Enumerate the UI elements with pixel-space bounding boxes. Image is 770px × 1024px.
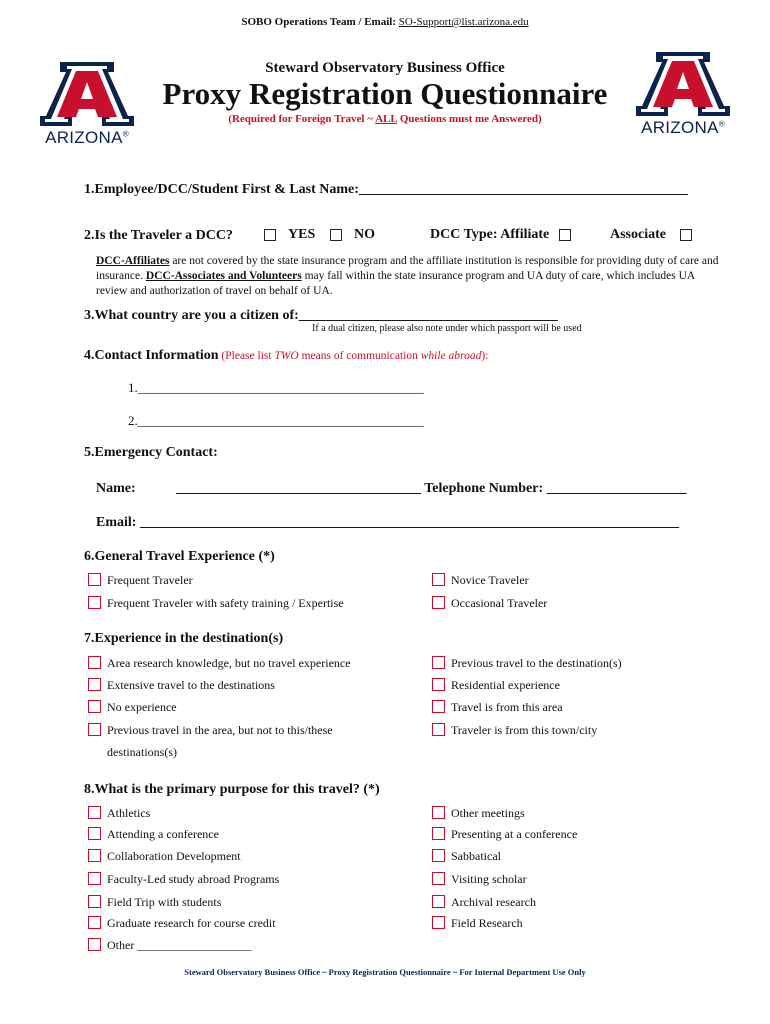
q8-option-label: Archival research	[451, 895, 536, 909]
page-title: Proxy Registration Questionnaire	[162, 76, 608, 111]
q6-checkbox[interactable]	[88, 596, 101, 609]
q7-checkbox[interactable]	[88, 723, 101, 736]
q8-option-label: Field Research	[451, 916, 523, 930]
registered-mark: ®	[718, 119, 725, 129]
q6-option-label: Frequent Traveler with safety training / Expertise	[107, 596, 344, 610]
emergency-name-label: Name:	[96, 481, 136, 496]
header-contact	[0, 16, 770, 28]
emergency-email-line[interactable]: _____________________________________________________________________________	[139, 515, 679, 530]
q4-note-a: (Please list	[218, 350, 275, 362]
q3-input-line[interactable]: _____________________________________	[298, 308, 558, 323]
q4-note-c: ):	[481, 350, 489, 362]
q8-checkbox[interactable]	[88, 938, 101, 951]
q6-checkbox[interactable]	[432, 573, 445, 586]
q8-option[interactable]	[88, 849, 241, 864]
dcc-note-text-2: may fall within the state insurance program and UA duty of care, which includes UA review and authorization of travel on behalf of UA.	[96, 270, 695, 297]
logo-wordmark: ARIZONA	[45, 128, 123, 147]
q8-option-label: Other meetings	[451, 806, 525, 820]
q3-hint: If a dual citizen, please also note under which passport will be used	[312, 323, 582, 334]
q7-option-label: Extensive travel to the destinations	[107, 678, 275, 692]
yes-label: YES	[288, 227, 316, 242]
q4-label: 4.Contact Information	[84, 348, 219, 363]
q8-option[interactable]	[88, 916, 276, 931]
q2-label: 2.Is the Traveler a DCC?	[84, 228, 233, 243]
q8-option-other[interactable]	[88, 938, 251, 953]
q7-option-label: Traveler is from this town/city	[451, 723, 598, 737]
q8-option[interactable]	[432, 849, 501, 864]
q8-option-label: Sabbatical	[451, 849, 501, 863]
q6-checkbox[interactable]	[432, 596, 445, 609]
q7-label: 7.Experience in the destination(s)	[84, 631, 284, 646]
q7-option-label: Area research knowledge, but no travel experience	[107, 656, 351, 670]
office-name: Steward Observatory Business Office	[265, 60, 505, 76]
q7-checkbox[interactable]	[432, 678, 445, 691]
subtitle-text: (Required for Foreign Travel ~	[228, 113, 376, 125]
associate-checkbox[interactable]	[680, 229, 692, 241]
q8-option[interactable]	[432, 895, 536, 910]
q8-checkbox[interactable]	[432, 849, 445, 862]
no-label: NO	[354, 227, 375, 242]
q4-heading	[84, 346, 488, 364]
q6-option[interactable]	[88, 596, 344, 611]
q8-option[interactable]	[88, 827, 219, 842]
q6-checkbox[interactable]	[88, 573, 101, 586]
q6-option-label: Novice Traveler	[451, 573, 529, 587]
block-a-icon	[628, 52, 738, 116]
dcc-note	[96, 254, 726, 299]
subtitle-text-end: Questions must me Answered)	[397, 113, 542, 125]
q7-option[interactable]	[88, 656, 351, 671]
block-a-icon	[32, 62, 142, 126]
q7-option[interactable]	[432, 700, 563, 715]
q6-option-label: Frequent Traveler	[107, 573, 193, 587]
arizona-logo-right	[628, 52, 738, 138]
q8-option-label: Graduate research for course credit	[107, 916, 276, 930]
q6-option[interactable]	[432, 596, 547, 611]
dcc-associates-term: DCC-Associates and Volunteers	[145, 270, 302, 282]
q8-checkbox[interactable]	[88, 849, 101, 862]
q7-option-label: Travel is from this area	[451, 700, 563, 714]
emergency-name-line[interactable]: ___________________________________	[176, 481, 421, 496]
dcc-affiliate-option[interactable]	[430, 227, 571, 243]
telephone-label: Telephone Number:	[424, 481, 544, 496]
q7-option[interactable]	[88, 700, 177, 715]
q8-checkbox[interactable]	[88, 895, 101, 908]
q1-input-line[interactable]: _______________________________________________	[358, 182, 688, 197]
dcc-associate-option[interactable]	[610, 227, 692, 243]
team-label: SOBO Operations Team / Email:	[241, 16, 396, 28]
dcc-type-label: DCC Type: Affiliate	[430, 227, 550, 242]
yes-checkbox[interactable]	[264, 229, 276, 241]
q3-label: 3.What country are you a citizen of:	[84, 308, 299, 323]
q8-checkbox[interactable]	[432, 895, 445, 908]
q8-checkbox[interactable]	[432, 806, 445, 819]
q7-option[interactable]	[88, 723, 333, 738]
page-footer: Steward Observatory Business Office ~ Proxy Registration Questionnaire ~ For Internal Department Use Only	[184, 967, 586, 977]
q8-option[interactable]	[432, 872, 527, 887]
q3-citizenship-field[interactable]	[84, 308, 558, 324]
q4-note-abroad: while abroad	[420, 350, 482, 362]
q8-option-label: Athletics	[107, 806, 151, 820]
q4-note-two: TWO	[274, 350, 299, 362]
q8-checkbox[interactable]	[88, 806, 101, 819]
q7-checkbox[interactable]	[432, 723, 445, 736]
q7-checkbox[interactable]	[432, 656, 445, 669]
q7-checkbox[interactable]	[88, 700, 101, 713]
q4-note-b: means of communication	[298, 350, 421, 362]
q2-no-option[interactable]	[330, 227, 375, 243]
q7-option-label: Previous travel to the destination(s)	[451, 656, 622, 670]
q6-option-label: Occasional Traveler	[451, 596, 548, 610]
q5-label: 5.Emergency Contact:	[84, 445, 218, 460]
q8-checkbox[interactable]	[432, 827, 445, 840]
q8-option-label: Attending a conference	[107, 827, 219, 841]
registered-mark: ®	[122, 129, 129, 139]
associate-label: Associate	[610, 227, 666, 242]
q8-checkbox[interactable]	[432, 916, 445, 929]
q7-checkbox[interactable]	[88, 678, 101, 691]
emergency-email-field[interactable]	[96, 515, 679, 531]
contact-line-1[interactable]: 1.____________________________________________	[128, 380, 424, 395]
q7-option[interactable]	[432, 656, 622, 671]
q8-option-label: Faculty-Led study abroad Programs	[107, 872, 280, 886]
q8-checkbox[interactable]	[88, 827, 101, 840]
q7-option[interactable]	[432, 723, 597, 738]
q7-option[interactable]	[88, 678, 275, 693]
q7-checkbox[interactable]	[88, 656, 101, 669]
q8-option[interactable]	[432, 916, 523, 931]
q7-option-continuation: destinations(s)	[107, 745, 177, 759]
emergency-name-phone-field[interactable]	[176, 481, 687, 497]
q8-label: 8.What is the primary purpose for this travel? (*)	[84, 782, 380, 797]
q6-option[interactable]	[88, 573, 193, 588]
q6-option[interactable]	[432, 573, 529, 588]
q1-label: 1.Employee/DCC/Student First & Last Name:	[84, 182, 359, 197]
q8-option[interactable]	[432, 827, 577, 842]
q8-option-label: Visiting scholar	[451, 872, 527, 886]
q8-option[interactable]	[432, 806, 525, 821]
q8-option-label: Field Trip with students	[107, 895, 222, 909]
q7-option-label: Residential experience	[451, 678, 560, 692]
logo-wordmark: ARIZONA	[641, 118, 719, 137]
no-checkbox[interactable]	[330, 229, 342, 241]
q8-option[interactable]	[88, 872, 279, 887]
q7-option-label: Previous travel in the area, but not to this/these	[107, 723, 333, 737]
subtitle-emphasis: ALL	[375, 113, 398, 125]
q8-checkbox[interactable]	[432, 872, 445, 885]
q8-option[interactable]	[88, 895, 221, 910]
affiliate-checkbox[interactable]	[559, 229, 571, 241]
q2-yes-option[interactable]	[264, 227, 315, 243]
q8-option-label[interactable]: Other ___________________	[107, 938, 252, 952]
q8-option[interactable]	[88, 806, 150, 821]
emergency-email-label: Email:	[96, 515, 137, 530]
q7-option-label: No experience	[107, 700, 177, 714]
q8-checkbox[interactable]	[88, 872, 101, 885]
q8-checkbox[interactable]	[88, 916, 101, 929]
contact-line-2[interactable]: 2.____________________________________________	[128, 413, 424, 428]
dcc-note-text-1: are not covered by the state insurance program and the affiliate institution is responsible for providing duty of care and insurance.	[96, 255, 719, 282]
telephone-line[interactable]: ____________________	[546, 481, 687, 496]
q6-label: 6.General Travel Experience (*)	[84, 549, 275, 564]
q8-option-label: Collaboration Development	[107, 849, 241, 863]
q1-name-field[interactable]	[84, 182, 688, 198]
q7-option[interactable]	[432, 678, 560, 693]
q8-option-label: Presenting at a conference	[451, 827, 578, 841]
support-email-link[interactable]: SO-Support@list.arizona.edu	[398, 16, 529, 28]
arizona-logo-left	[32, 62, 142, 148]
dcc-affiliates-term: DCC-Affiliates	[96, 255, 170, 267]
q7-checkbox[interactable]	[432, 700, 445, 713]
